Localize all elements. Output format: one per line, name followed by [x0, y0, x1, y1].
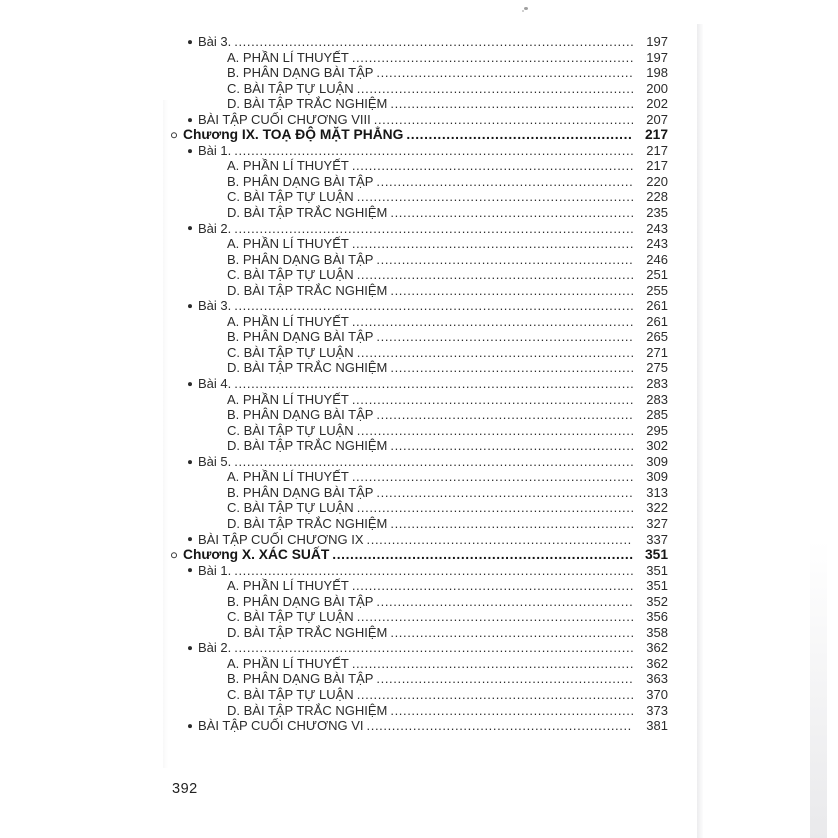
toc-entry — [171, 500, 668, 516]
entry-page-number: 228 — [646, 189, 668, 205]
toc-entry — [171, 112, 668, 128]
toc-entry — [171, 485, 668, 501]
toc-entry — [171, 127, 668, 143]
entry-label: B. PHÂN DẠNG BÀI TẬP — [227, 173, 374, 189]
entry-label: Bài 2. — [198, 220, 232, 236]
dot-leader — [390, 438, 633, 454]
entry-page-number: 283 — [646, 376, 668, 392]
toc-entry — [171, 407, 668, 423]
page-gutter-shadow — [163, 100, 168, 768]
toc-entry — [171, 625, 668, 641]
entry-label: A. PHẦN LÍ THUYẾT — [227, 158, 349, 174]
toc-entry — [171, 283, 668, 299]
entry-label: D. BÀI TẬP TRẮC NGHIỆM — [227, 96, 388, 112]
dot-leader — [376, 252, 633, 268]
dot-leader — [357, 81, 633, 97]
bullet-icon — [188, 646, 192, 650]
chapter-circle-icon — [171, 132, 177, 138]
entry-page-number: 243 — [646, 220, 668, 236]
entry-page-number: 283 — [646, 391, 668, 407]
dot-leader — [406, 127, 633, 143]
dot-leader — [376, 174, 633, 190]
entry-page-number: 200 — [646, 80, 668, 96]
entry-page-number: 381 — [646, 718, 668, 734]
dot-leader — [352, 50, 633, 66]
dot-leader — [352, 158, 633, 174]
dot-leader — [376, 407, 633, 423]
toc-entry — [171, 594, 668, 610]
dot-leader — [376, 329, 633, 345]
dot-leader — [376, 485, 633, 501]
dot-leader — [357, 423, 633, 439]
entry-label: C. BÀI TẬP TỰ LUẬN — [227, 80, 354, 96]
entry-label: B. PHÂN DẠNG BÀI TẬP — [227, 65, 374, 81]
dot-leader — [332, 547, 633, 563]
toc-entry — [171, 454, 668, 470]
entry-page-number: 243 — [646, 236, 668, 252]
dot-leader — [352, 578, 633, 594]
bullet-icon — [188, 226, 192, 230]
bullet-icon — [188, 460, 192, 464]
entry-page-number: 337 — [646, 531, 668, 547]
entry-label: A. PHẦN LÍ THUYẾT — [227, 236, 349, 252]
dot-leader — [357, 267, 633, 283]
entry-label: BÀI TẬP CUỐI CHƯƠNG IX — [198, 531, 364, 547]
dot-leader — [357, 345, 633, 361]
toc-entry — [171, 236, 668, 252]
dot-leader — [234, 454, 633, 470]
entry-label: C. BÀI TẬP TỰ LUẬN — [227, 686, 354, 702]
dot-leader — [352, 656, 633, 672]
entry-page-number: 352 — [646, 593, 668, 609]
entry-page-number: 362 — [646, 655, 668, 671]
toc-entry — [171, 221, 668, 237]
entry-label: A. PHẦN LÍ THUYẾT — [227, 313, 349, 329]
toc-entry — [171, 298, 668, 314]
toc-entry — [171, 143, 668, 159]
toc-entry — [171, 640, 668, 656]
entry-label: A. PHẦN LÍ THUYẾT — [227, 469, 349, 485]
entry-page-number: 246 — [646, 251, 668, 267]
chapter-circle-icon — [171, 552, 177, 558]
toc-entry — [171, 65, 668, 81]
toc-entry — [171, 438, 668, 454]
entry-page-number: 358 — [646, 624, 668, 640]
bullet-icon — [188, 40, 192, 44]
toc-entry — [171, 516, 668, 532]
entry-label: D. BÀI TẬP TRẮC NGHIỆM — [227, 702, 388, 718]
entry-label: B. PHÂN DẠNG BÀI TẬP — [227, 251, 374, 267]
entry-page-number: 217 — [646, 158, 668, 174]
photo-speck — [524, 7, 528, 10]
dot-leader — [390, 283, 633, 299]
entry-label: B. PHÂN DẠNG BÀI TẬP — [227, 407, 374, 423]
entry-label: B. PHÂN DẠNG BÀI TẬP — [227, 484, 374, 500]
dot-leader — [357, 687, 633, 703]
dot-leader — [357, 500, 633, 516]
entry-label: Bài 2. — [198, 640, 232, 656]
dot-leader — [376, 594, 633, 610]
dot-leader — [367, 532, 633, 548]
entry-label: B. PHÂN DẠNG BÀI TẬP — [227, 593, 374, 609]
entry-label: Bài 3. — [198, 34, 232, 49]
toc-entry — [171, 174, 668, 190]
dot-leader — [374, 112, 633, 128]
toc-entry — [171, 376, 668, 392]
entry-page-number: 373 — [646, 702, 668, 718]
toc-entry — [171, 158, 668, 174]
entry-page-number: 261 — [646, 298, 668, 314]
entry-page-number: 370 — [646, 686, 668, 702]
entry-label: D. BÀI TẬP TRẮC NGHIỆM — [227, 515, 388, 531]
toc-entry — [171, 360, 668, 376]
entry-page-number: 356 — [646, 609, 668, 625]
toc-entry — [171, 547, 668, 563]
entry-page-number: 295 — [646, 422, 668, 438]
entry-page-number: 351 — [644, 547, 668, 563]
entry-page-number: 217 — [644, 127, 668, 143]
entry-label: C. BÀI TẬP TỰ LUẬN — [227, 189, 354, 205]
entry-label: D. BÀI TẬP TRẮC NGHIỆM — [227, 624, 388, 640]
entry-page-number: 202 — [646, 96, 668, 112]
entry-page-number: 275 — [646, 360, 668, 376]
entry-page-number: 309 — [646, 453, 668, 469]
entry-label: A. PHẦN LÍ THUYẾT — [227, 578, 349, 594]
entry-label: C. BÀI TẬP TỰ LUẬN — [227, 267, 354, 283]
toc-entry — [171, 345, 668, 361]
entry-page-number: 302 — [646, 438, 668, 454]
toc-entry — [171, 205, 668, 221]
toc-entry — [171, 563, 668, 579]
entry-label: D. BÀI TẬP TRẮC NGHIỆM — [227, 205, 388, 221]
toc-entry — [171, 96, 668, 112]
dot-leader — [376, 671, 633, 687]
entry-page-number: 197 — [646, 34, 668, 49]
entry-page-number: 271 — [646, 344, 668, 360]
dot-leader — [357, 189, 633, 205]
dot-leader — [390, 360, 633, 376]
entry-page-number: 198 — [646, 65, 668, 81]
toc-entry — [171, 687, 668, 703]
entry-label: C. BÀI TẬP TỰ LUẬN — [227, 344, 354, 360]
bullet-icon — [188, 118, 192, 122]
bullet-icon — [188, 382, 192, 386]
entry-label: Bài 5. — [198, 453, 232, 469]
entry-label: A. PHẦN LÍ THUYẾT — [227, 49, 349, 65]
dot-leader — [234, 376, 633, 392]
dot-leader — [390, 625, 633, 641]
entry-label: D. BÀI TẬP TRẮC NGHIỆM — [227, 282, 388, 298]
entry-label: Bài 3. — [198, 298, 232, 314]
entry-label: B. PHÂN DẠNG BÀI TẬP — [227, 671, 374, 687]
toc-entry — [171, 532, 668, 548]
toc-entry — [171, 718, 668, 734]
dot-leader — [352, 392, 633, 408]
toc-entry — [171, 50, 668, 66]
entry-label: Bài 4. — [198, 376, 232, 392]
entry-page-number: 217 — [646, 142, 668, 158]
bullet-icon — [188, 149, 192, 153]
toc-entry — [171, 267, 668, 283]
toc-entry — [171, 189, 668, 205]
dot-leader — [390, 205, 633, 221]
toc-entry — [171, 34, 668, 50]
toc-entry — [171, 392, 668, 408]
entry-page-number: 251 — [646, 267, 668, 283]
entry-page-number: 327 — [646, 515, 668, 531]
entry-label: Chương IX. TOẠ ĐỘ MẶT PHẲNG — [183, 127, 404, 143]
dot-leader — [234, 221, 633, 237]
bullet-icon — [188, 724, 192, 728]
dot-leader — [352, 314, 633, 330]
entry-page-number: 322 — [646, 500, 668, 516]
entry-label: A. PHẦN LÍ THUYẾT — [227, 655, 349, 671]
photo-right-shadow — [810, 540, 827, 838]
dot-leader — [234, 143, 633, 159]
dot-leader — [376, 65, 633, 81]
entry-label: D. BÀI TẬP TRẮC NGHIỆM — [227, 360, 388, 376]
entry-label: Bài 1. — [198, 562, 232, 578]
entry-page-number: 207 — [646, 111, 668, 127]
entry-page-number: 351 — [646, 562, 668, 578]
toc-entry — [171, 578, 668, 594]
entry-label: C. BÀI TẬP TỰ LUẬN — [227, 422, 354, 438]
toc-entry — [171, 81, 668, 97]
dot-leader — [234, 298, 633, 314]
entry-page-number: 261 — [646, 313, 668, 329]
toc-entry — [171, 252, 668, 268]
bullet-icon — [188, 304, 192, 308]
dot-leader — [234, 563, 633, 579]
entry-label: B. PHÂN DẠNG BÀI TẬP — [227, 329, 374, 345]
dot-leader — [390, 516, 633, 532]
entry-page-number: 265 — [646, 329, 668, 345]
entry-label: D. BÀI TẬP TRẮC NGHIỆM — [227, 438, 388, 454]
page-number: 392 — [172, 781, 198, 797]
entry-label: BÀI TẬP CUỐI CHƯƠNG VIII — [198, 111, 371, 127]
bullet-icon — [188, 537, 192, 541]
dot-leader — [390, 703, 633, 719]
toc-entry — [171, 469, 668, 485]
entry-label: Bài 1. — [198, 142, 232, 158]
dot-leader — [367, 718, 633, 734]
dot-leader — [357, 609, 633, 625]
entry-page-number: 313 — [646, 484, 668, 500]
dot-leader — [352, 236, 633, 252]
toc-entry — [171, 609, 668, 625]
dot-leader — [234, 34, 633, 50]
entry-page-number: 362 — [646, 640, 668, 656]
dot-leader — [352, 469, 633, 485]
toc-entry — [171, 671, 668, 687]
bullet-icon — [188, 569, 192, 573]
entry-label: C. BÀI TẬP TỰ LUẬN — [227, 609, 354, 625]
entry-label: BÀI TẬP CUỐI CHƯƠNG VI — [198, 718, 364, 734]
entry-page-number: 220 — [646, 173, 668, 189]
entry-label: A. PHẦN LÍ THUYẾT — [227, 391, 349, 407]
entry-page-number: 351 — [646, 578, 668, 594]
entry-label: Chương X. XÁC SUẤT — [183, 547, 330, 563]
table-of-contents — [171, 34, 668, 734]
entry-page-number: 235 — [646, 205, 668, 221]
toc-entry — [171, 329, 668, 345]
entry-page-number: 197 — [646, 49, 668, 65]
entry-page-number: 363 — [646, 671, 668, 687]
toc-entry — [171, 423, 668, 439]
entry-page-number: 255 — [646, 282, 668, 298]
page-edge-shadow — [697, 24, 703, 838]
entry-label: C. BÀI TẬP TỰ LUẬN — [227, 500, 354, 516]
toc-entry — [171, 314, 668, 330]
entry-page-number: 309 — [646, 469, 668, 485]
dot-leader — [390, 96, 633, 112]
entry-page-number: 285 — [646, 407, 668, 423]
dot-leader — [234, 640, 633, 656]
toc-entry — [171, 703, 668, 719]
toc-entry — [171, 656, 668, 672]
